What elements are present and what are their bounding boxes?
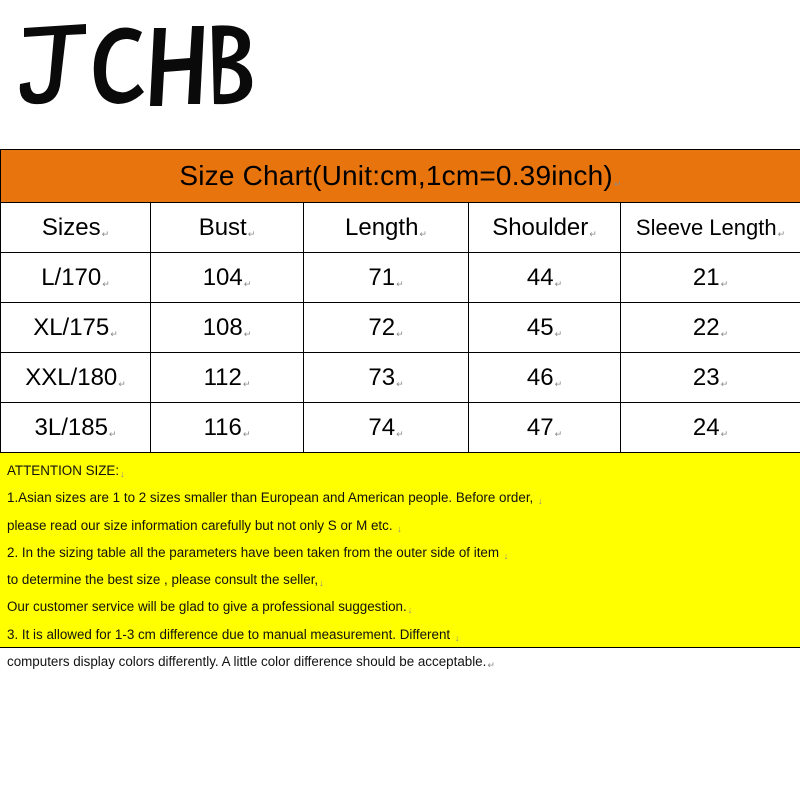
sleeve-length-cell: 23↵	[621, 353, 800, 403]
size-chart-table	[0, 149, 800, 453]
table-row	[1, 353, 800, 403]
size-cell: XXL/180↵	[1, 353, 151, 403]
column-header-shoulder: Shoulder↵	[469, 203, 621, 253]
shoulder-cell: 47↵	[469, 403, 621, 453]
length-cell: 73↵	[304, 353, 469, 403]
bust-cell: 108↵	[151, 303, 304, 353]
length-cell: 74↵	[304, 403, 469, 453]
size-cell: L/170↵	[1, 253, 151, 303]
size-cell: 3L/185↵	[1, 403, 151, 453]
attention-line: to determine the best size , please consult the seller,↓	[7, 572, 324, 589]
bust-cell: 116↵	[151, 403, 304, 453]
brand-logo	[14, 18, 254, 110]
size-cell: XL/175↵	[1, 303, 151, 353]
length-cell: 72↵	[304, 303, 469, 353]
shoulder-cell: 46↵	[469, 353, 621, 403]
attention-line: 1.Asian sizes are 1 to 2 sizes smaller than European and American people. Before order, ↓	[7, 490, 543, 507]
attention-heading: ATTENTION SIZE:↓	[7, 463, 125, 479]
table-row	[1, 253, 800, 303]
column-header-length: Length↵	[304, 203, 469, 253]
column-header-bust: Bust↵	[151, 203, 304, 253]
table-row	[1, 303, 800, 353]
sleeve-length-cell: 22↵	[621, 303, 800, 353]
brand-logo-graphic	[14, 18, 254, 110]
size-chart-title: Size Chart(Unit:cm,1cm=0.39inch)↵	[1, 150, 800, 203]
length-cell: 71↵	[304, 253, 469, 303]
bust-cell: 112↵	[151, 353, 304, 403]
attention-line: computers display colors differently. A little color difference should be acceptable.↵	[7, 654, 495, 671]
table-row	[1, 403, 800, 453]
attention-notes	[0, 452, 800, 671]
attention-line: Our customer service will be glad to give a professional suggestion.↓	[7, 599, 413, 616]
attention-line: 2. In the sizing table all the parameters have been taken from the outer side of item ↓	[7, 544, 509, 561]
bust-cell: 104↵	[151, 253, 304, 303]
column-header-sizes: Sizes↵	[1, 203, 151, 253]
shoulder-cell: 45↵	[469, 303, 621, 353]
attention-line: please read our size information carefully but not only S or M etc. ↓	[7, 517, 402, 534]
sleeve-length-cell: 24↵	[621, 403, 800, 453]
column-header-sleeve-length: Sleeve Length↵	[621, 203, 800, 253]
attention-line: 3. It is allowed for 1-3 cm difference due to manual measurement. Different ↓	[7, 626, 460, 643]
shoulder-cell: 44↵	[469, 253, 621, 303]
sleeve-length-cell: 21↵	[621, 253, 800, 303]
